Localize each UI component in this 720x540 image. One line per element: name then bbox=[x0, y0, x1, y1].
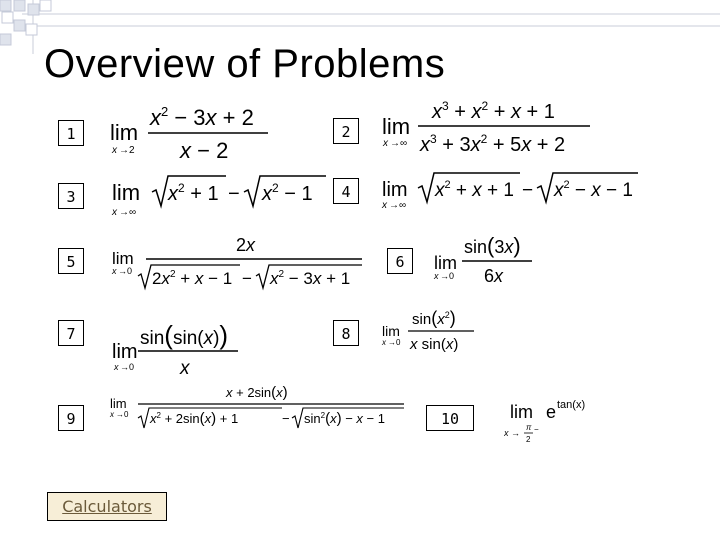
svg-text:x2 + x + 1: $x^2 + x + 1$ bbox=[435, 179, 515, 201]
svg-text:2x: 2x bbox=[236, 235, 256, 255]
svg-text:→2: →2 bbox=[119, 145, 135, 156]
svg-text:x3 + x2 + x + 1: $x^3 + x^2 + x + 1$ bbox=[432, 99, 555, 123]
svg-text:→0: →0 bbox=[120, 362, 135, 372]
svg-text:lim: lim bbox=[382, 179, 408, 201]
formula-problem-7 bbox=[108, 316, 248, 382]
svg-text:x: x bbox=[383, 138, 388, 149]
svg-text:x: x bbox=[110, 410, 114, 419]
formula-problem-1 bbox=[108, 100, 273, 164]
problem-number-3: 3 bbox=[58, 183, 84, 209]
svg-text:x: x bbox=[504, 428, 509, 438]
problem-number-2: 2 bbox=[333, 118, 359, 144]
svg-text:x2 + 2sin(x) + 1: $x^2 + 2\sin(x) + 1$ bbox=[150, 410, 239, 427]
svg-text:x2 − 3x + 1: $x^2 - 3x + 1$ bbox=[270, 269, 351, 288]
svg-text:→∞: →∞ bbox=[390, 138, 408, 149]
svg-text:x + 2sin(x): x + 2sin(x) bbox=[226, 384, 288, 401]
formula-problem-10 bbox=[504, 390, 604, 452]
svg-text:→0: →0 bbox=[388, 338, 401, 347]
svg-text:→0: →0 bbox=[118, 266, 133, 276]
svg-text:2: 2 bbox=[526, 435, 531, 444]
svg-text:→∞: →∞ bbox=[119, 207, 137, 218]
svg-text:−: − bbox=[534, 425, 539, 434]
svg-text:π: π bbox=[526, 423, 532, 432]
svg-text:x3 + 3x2 + 5x + 2: $x^3 + 3x^2 + 5x + 2$ bbox=[420, 132, 566, 156]
svg-text:x: x bbox=[382, 338, 386, 347]
svg-text:lim: lim bbox=[112, 180, 141, 205]
svg-text:→∞: →∞ bbox=[389, 200, 407, 211]
svg-text:lim: lim bbox=[110, 120, 139, 145]
slide-title: Overview of Problems bbox=[44, 42, 446, 86]
svg-text:sin(sin(x)): sin(sin(x)) bbox=[140, 320, 229, 350]
svg-text:−: − bbox=[242, 269, 252, 288]
svg-text:x: x bbox=[112, 207, 117, 218]
svg-text:x2 + 1: $x^2 + 1$ bbox=[168, 181, 219, 205]
svg-text:→0: →0 bbox=[440, 271, 455, 281]
problem-number-10: 10 bbox=[426, 405, 474, 431]
problem-number-7: 7 bbox=[58, 320, 84, 346]
formula-problem-6 bbox=[432, 232, 542, 290]
svg-text:x: x bbox=[112, 266, 117, 276]
svg-text:x: x bbox=[180, 358, 190, 379]
svg-text:→0: →0 bbox=[116, 410, 129, 419]
svg-text:−: − bbox=[228, 183, 240, 205]
calculators-link[interactable]: Calculators bbox=[47, 492, 167, 521]
svg-text:tan(x): tan(x) bbox=[557, 399, 586, 411]
problem-number-9: 9 bbox=[58, 405, 84, 431]
problem-number-5: 5 bbox=[58, 248, 84, 274]
svg-text:x: x bbox=[382, 200, 387, 211]
formula-problem-2 bbox=[380, 96, 600, 160]
svg-text:x: x bbox=[434, 271, 439, 281]
problem-number-8: 8 bbox=[333, 320, 359, 346]
svg-text:6x: 6x bbox=[484, 266, 504, 286]
svg-text:lim: lim bbox=[382, 114, 411, 139]
svg-text:sin2(x) − x − 1: $\sin^2(x) - x - 1$ bbox=[304, 410, 385, 427]
svg-text:→: → bbox=[511, 428, 520, 438]
problem-number-4: 4 bbox=[333, 178, 359, 204]
svg-text:x2 − 1: $x^2 - 1$ bbox=[262, 181, 313, 205]
formula-problem-9 bbox=[108, 382, 408, 432]
svg-text:x2 − x − 1: $x^2 - x - 1$ bbox=[554, 179, 634, 201]
svg-text:lim: lim bbox=[112, 249, 134, 268]
svg-text:lim: lim bbox=[510, 402, 533, 422]
problem-number-1: 1 bbox=[58, 120, 84, 146]
formula-problem-4 bbox=[380, 168, 642, 218]
svg-text:x2 − 3x + 2: $x^2 - 3x + 2$ bbox=[150, 104, 254, 130]
svg-text:−: − bbox=[282, 411, 290, 426]
formula-problem-5 bbox=[108, 232, 368, 292]
problem-number-6: 6 bbox=[387, 248, 413, 274]
svg-text:2x2 + x − 1: $2x^2 + x - 1$ bbox=[152, 269, 233, 288]
svg-text:sin(3x): sin(3x) bbox=[464, 233, 521, 258]
svg-text:lim: lim bbox=[434, 253, 457, 273]
svg-text:lim: lim bbox=[110, 396, 127, 411]
formula-problem-8 bbox=[380, 306, 480, 358]
svg-text:lim: lim bbox=[112, 341, 138, 363]
svg-text:x: x bbox=[112, 145, 117, 156]
svg-text:sin(x2): $\sin(x^2)$ bbox=[412, 308, 456, 328]
svg-text:x sin(x): x sin(x) bbox=[410, 336, 459, 353]
svg-text:lim: lim bbox=[382, 323, 400, 339]
formula-problem-3 bbox=[108, 170, 333, 220]
svg-text:e: e bbox=[546, 402, 557, 422]
svg-text:x: x bbox=[114, 362, 119, 372]
svg-text:x − 2: x − 2 bbox=[180, 138, 229, 163]
svg-text:−: − bbox=[522, 180, 534, 201]
